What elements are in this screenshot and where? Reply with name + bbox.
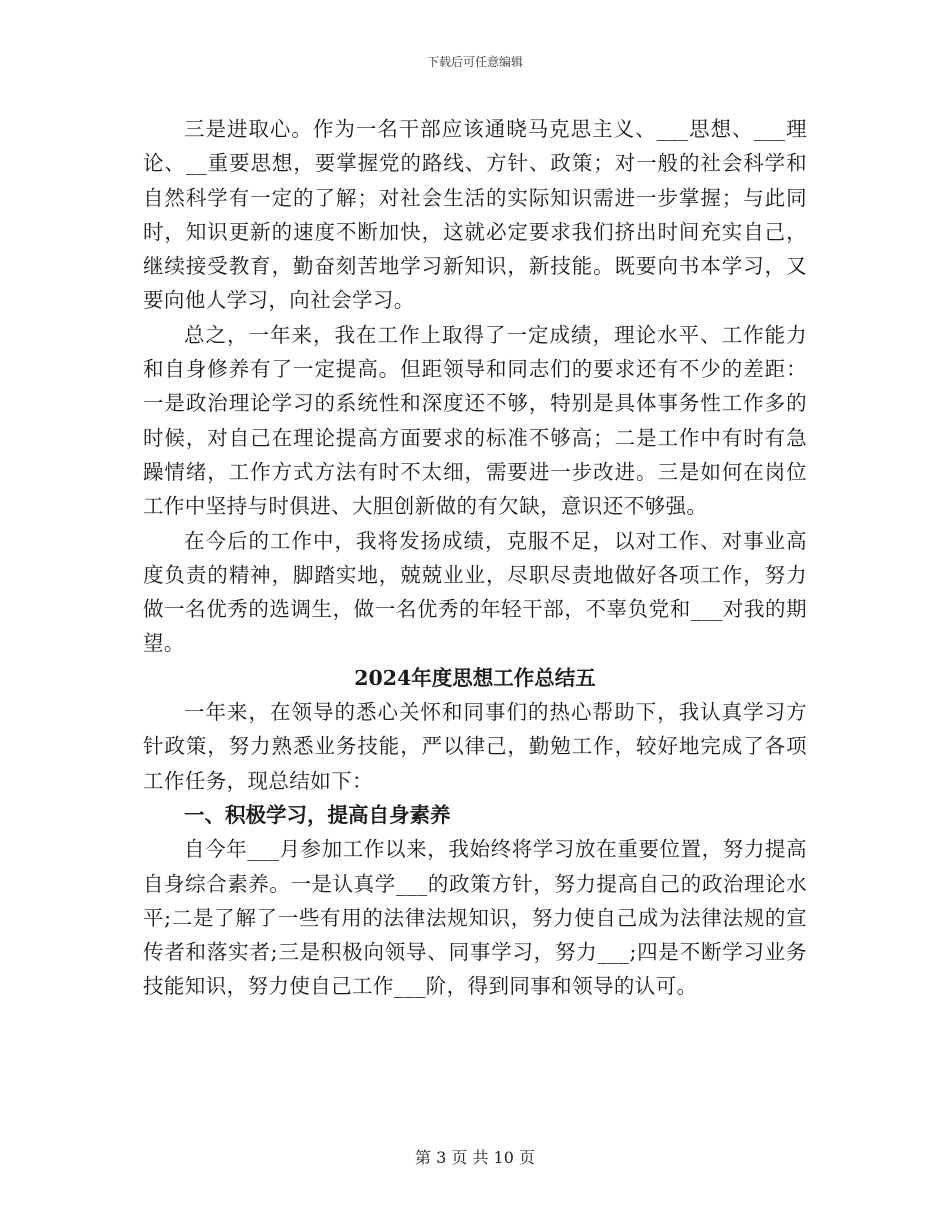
section-heading-study: 一、积极学习，提高自身素养 [184,802,451,827]
header-text: 下载后可任意编辑 [426,55,523,69]
paragraph-study: 自今年___月参加工作以来，我始终将学习放在重要位置，努力提高自身综合素养。一是认真学___的政策方针，努力提高自己的政治理论水平;二是了解了一些有用的法律法规知识，努力使自己成为法律法规的宣传者和落实者;三是积极向领导、同事学习，努力___;四是不断学习业务技能知识，努力使自己工作___阶，得到同事和领导的认可。 [143,837,807,999]
page-header [0,54,950,70]
page-number: 第 3 页 共 10 页 [415,1148,535,1167]
paragraph-summary: 总之，一年来，我在工作上取得了一定成绩，理论水平、工作能力和自身修养有了一定提高。但距领导和同志们的要求还有不少的差距：一是政治理论学习的系统性和深度还不够，特别是具体事务性工作多的时候，对自己在理论提高方面要求的标准不够高；二是工作中有时有急躁情绪，工作方式方法有时不太细，需要进一步改进。三是如何在岗位工作中坚持与时俱进、大胆创新做的有欠缺，意识还不够强。 [143,322,807,519]
section-title: 2024年度思想工作总结五 [354,665,596,690]
paragraph-intro: 一年来，在领导的悉心关怀和同事们的热心帮助下，我认真学习方针政策，努力熟悉业务技能，严以律己，勤勉工作，较好地完成了各项工作任务，现总结如下： [143,700,807,793]
document-body [143,112,807,1004]
paragraph-future-work: 在今后的工作中，我将发扬成绩，克服不足，以对工作、对事业高度负责的精神，脚踏实地，兢兢业业，尽职尽责地做好各项工作，努力做一名优秀的选调生，做一名优秀的年轻干部，不辜负党和___对我的期望。 [143,528,807,656]
paragraph-enterprising: 三是进取心。作为一名干部应该通晓马克思主义、___思想、___理论、__重要思想，要掌握党的路线、方针、政策；对一般的社会科学和自然科学有一定的了解；对社会生活的实际知识需进一步掌握；与此同时，知识更新的速度不断加快，这就必定要求我们挤出时间充实自己，继续接受教育，勤奋刻苦地学习新知识，新技能。既要向书本学习，又要向他人学习，向社会学习。 [143,117,807,313]
page-footer [0,1148,950,1168]
